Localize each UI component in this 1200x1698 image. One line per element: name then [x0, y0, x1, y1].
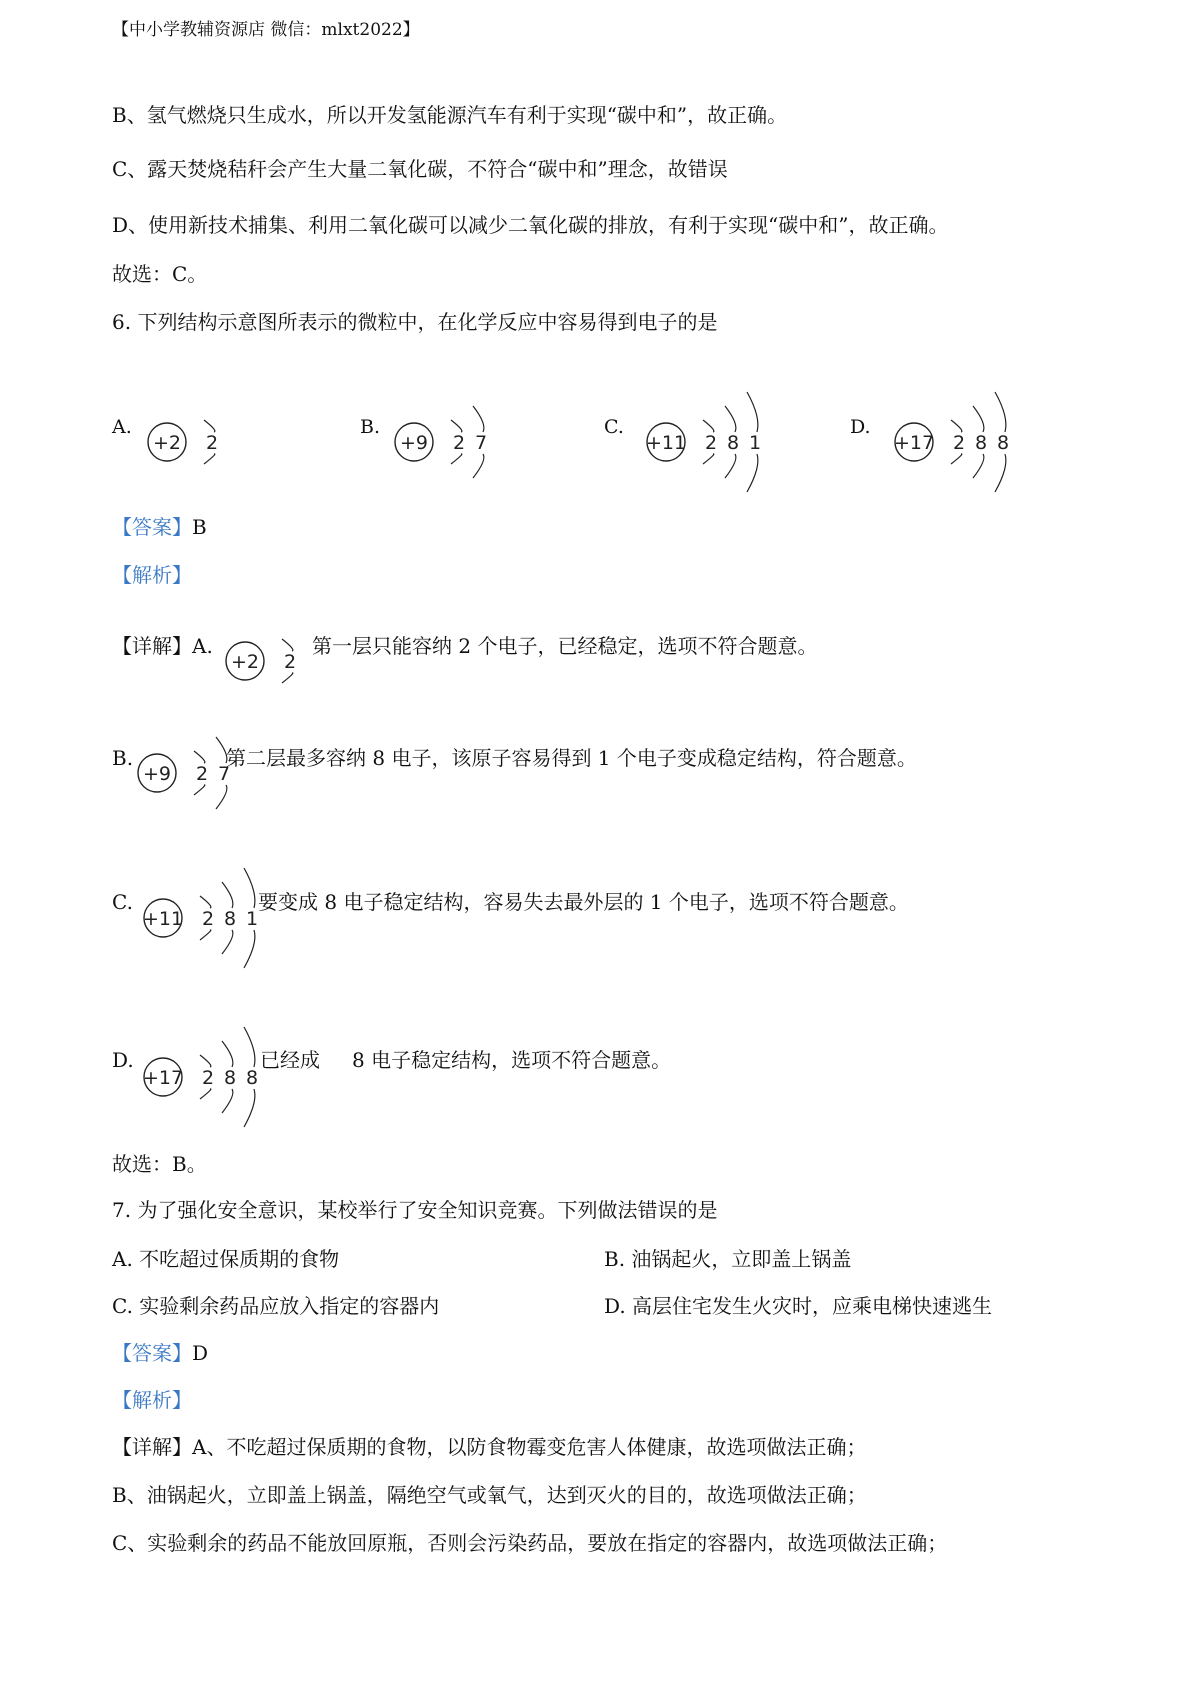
shell-arc — [200, 1089, 211, 1099]
q5-option-d-explanation: D、使用新技术捕集、利用二氧化碳可以减少二氧化碳的排放，有利于实现“碳中和”，故正确。 — [112, 213, 949, 237]
electron-count: 2 — [283, 651, 297, 673]
electron-count: 7 — [217, 763, 231, 785]
q6-option-a-label: A. — [112, 416, 132, 438]
q6-detail-a-prefix: 【详解】A. — [112, 634, 213, 658]
nucleus-charge: +11 — [645, 432, 687, 454]
electron-count: 8 — [223, 908, 237, 930]
shell-arc — [951, 454, 962, 464]
shell-arc — [995, 454, 1006, 492]
q7-detail-b: B、油锅起火，立即盖上锅盖，隔绝空气或氧气，达到灭火的目的，故选项做法正确； — [112, 1483, 867, 1507]
shell-arc — [200, 896, 211, 908]
answer-label: 【答案】 — [112, 515, 192, 539]
electron-count: 7 — [474, 432, 488, 454]
shell-arc — [473, 406, 484, 432]
shell-arc — [451, 454, 462, 464]
electron-count: 8 — [223, 1067, 237, 1089]
shell-arc — [725, 406, 736, 432]
q6-option-b-label: B. — [360, 416, 381, 438]
q7-option-d: D. 高层住宅发生火灾时，应乘电梯快速逃生 — [604, 1294, 993, 1318]
q6-detail-c-label: C. — [112, 890, 133, 914]
q5-option-c-explanation: C、露天焚烧秸秆会产生大量二氧化碳，不符合“碳中和”理念，故错误 — [112, 157, 728, 181]
shell-arc — [451, 420, 462, 432]
shell-arc — [222, 930, 233, 954]
q5-choose: 故选：C。 — [112, 262, 208, 286]
q6-detail-c-text: 要变成 8 电子稳定结构，容易失去最外层的 1 个电子，选项不符合题意。 — [258, 890, 909, 914]
nucleus-charge: +11 — [142, 908, 184, 930]
q7-detail-c: C、实验剩余的药品不能放回原瓶，否则会污染药品，要放在指定的容器内，故选项做法正确； — [112, 1531, 948, 1555]
q6-stem: 6. 下列结构示意图所表示的微粒中，在化学反应中容易得到电子的是 — [112, 310, 718, 334]
atom-structure — [893, 396, 1019, 488]
shell-arc — [222, 1041, 233, 1067]
q6-detail-d-text1: 已经成 — [260, 1048, 320, 1072]
shell-arc — [244, 930, 255, 968]
q6-option-d-diagram — [893, 396, 1019, 488]
q7-stem: 7. 为了强化安全意识，某校举行了安全知识竞赛。下列做法错误的是 — [112, 1198, 718, 1222]
shell-arc — [244, 868, 255, 908]
shell-arc — [200, 930, 211, 940]
q6-answer — [112, 513, 207, 541]
answer-value: B — [192, 515, 207, 539]
q6-detail-b-diagram — [136, 727, 240, 819]
atom-structure — [142, 872, 268, 964]
nucleus-charge: +9 — [142, 763, 172, 785]
electron-count: 2 — [952, 432, 966, 454]
electron-count: 2 — [201, 1067, 215, 1089]
shell-arc — [703, 420, 714, 432]
electron-count: 2 — [201, 908, 215, 930]
q6-detail-b-label: B. — [112, 746, 134, 770]
electron-count: 2 — [195, 763, 209, 785]
q6-choose: 故选：B。 — [112, 1152, 207, 1176]
shell-arc — [244, 1089, 255, 1127]
q6-detail-d-diagram — [142, 1031, 268, 1123]
shell-arc — [194, 785, 205, 795]
q7-option-c: C. 实验剩余药品应放入指定的容器内 — [112, 1294, 440, 1318]
analysis-label: 【解析】 — [112, 1388, 192, 1412]
q6-analysis-label — [112, 561, 192, 589]
q7-answer — [112, 1339, 208, 1367]
atom-structure — [224, 615, 306, 707]
answer-label: 【答案】 — [112, 1341, 192, 1365]
watermark-header: 【中小学教辅资源店 微信：mlxt2022】 — [112, 20, 420, 40]
atom-structure — [645, 396, 771, 488]
nucleus-charge: +2 — [230, 651, 260, 673]
electron-count: 8 — [996, 432, 1010, 454]
shell-arc — [204, 420, 215, 432]
q7-detail-a: 【详解】A、不吃超过保质期的食物，以防食物霉变危害人体健康，故选项做法正确； — [112, 1435, 867, 1459]
q6-detail-d-text2: 8 电子稳定结构，选项不符合题意。 — [352, 1048, 672, 1072]
analysis-label: 【解析】 — [112, 563, 192, 587]
shell-arc — [973, 454, 984, 478]
electron-count: 8 — [974, 432, 988, 454]
electron-count: 2 — [452, 432, 466, 454]
shell-arc — [703, 454, 714, 464]
shell-arc — [216, 785, 227, 809]
q7-option-a: A. 不吃超过保质期的食物 — [112, 1247, 340, 1271]
answer-value: D — [192, 1341, 209, 1365]
shell-arc — [473, 454, 484, 478]
q7-option-b: B. 油锅起火，立即盖上锅盖 — [604, 1247, 852, 1271]
nucleus-charge: +9 — [399, 432, 429, 454]
electron-count: 2 — [704, 432, 718, 454]
q6-option-d-label: D. — [850, 416, 871, 438]
shell-arc — [951, 420, 962, 432]
nucleus-charge: +17 — [142, 1067, 184, 1089]
shell-arc — [244, 1027, 255, 1067]
electron-count: 1 — [245, 908, 259, 930]
shell-arc — [747, 454, 758, 492]
q6-option-b-diagram — [393, 396, 497, 488]
q7-analysis-label — [112, 1386, 192, 1414]
q6-detail-a-text: 第一层只能容纳 2 个电子，已经稳定，选项不符合题意。 — [312, 634, 818, 658]
shell-arc — [282, 639, 293, 651]
nucleus-charge: +2 — [152, 432, 182, 454]
shell-arc — [747, 392, 758, 432]
electron-count: 2 — [205, 432, 219, 454]
q6-option-c-label: C. — [604, 416, 624, 438]
shell-arc — [222, 882, 233, 908]
atom-structure — [136, 727, 240, 819]
nucleus-charge: +17 — [893, 432, 935, 454]
shell-arc — [200, 1055, 211, 1067]
shell-arc — [194, 751, 205, 763]
atom-structure — [142, 1031, 268, 1123]
q5-option-b-explanation: B、氢气燃烧只生成水，所以开发氢能源汽车有利于实现“碳中和”，故正确。 — [112, 103, 788, 127]
shell-arc — [222, 1089, 233, 1113]
q6-option-a-diagram — [146, 396, 228, 488]
shell-arc — [995, 392, 1006, 432]
q6-detail-c-diagram — [142, 872, 268, 964]
electron-count: 8 — [245, 1067, 259, 1089]
q6-option-c-diagram — [645, 396, 771, 488]
shell-arc — [725, 454, 736, 478]
shell-arc — [973, 406, 984, 432]
atom-structure — [393, 396, 497, 488]
q6-detail-b-text: 第二层最多容纳 8 电子，该原子容易得到 1 个电子变成稳定结构，符合题意。 — [226, 746, 917, 770]
electron-count: 1 — [748, 432, 762, 454]
atom-structure — [146, 396, 228, 488]
q6-detail-d-label: D. — [112, 1048, 134, 1072]
shell-arc — [204, 454, 215, 464]
electron-count: 8 — [726, 432, 740, 454]
q6-detail-a-diagram — [224, 615, 306, 707]
shell-arc — [282, 673, 293, 683]
